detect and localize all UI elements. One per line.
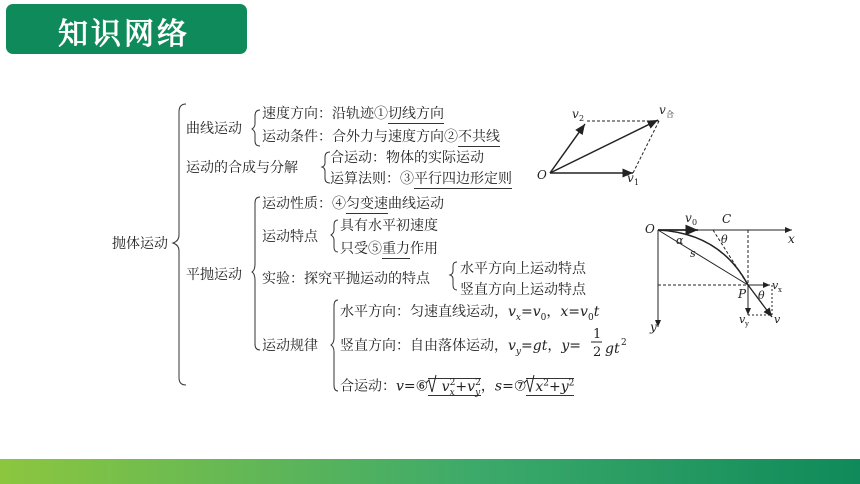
svg-text:2: 2 (621, 338, 627, 348)
vertical-law-text: 竖直方向：自由落体运动， (340, 338, 508, 354)
svg-text:1: 1 (593, 327, 602, 342)
diagram2-v0-sub: 0 (692, 218, 698, 227)
diagram2-origin: O (645, 222, 655, 236)
nature-tail: 曲线运动 (388, 196, 444, 212)
laws-label: 运动规律 (262, 338, 318, 354)
blank-3-number: ③ (400, 171, 414, 187)
diagram2-s: s (690, 247, 696, 260)
velocity-direction-text: 速度方向：沿轨迹 (262, 106, 374, 122)
diagram2-alpha: α (676, 234, 684, 247)
blank-4-answer: 匀变速 (346, 196, 388, 212)
blank-2-number: ② (444, 129, 458, 145)
diagram1-vr: v (659, 103, 666, 117)
blank-7-answer: $x^2+y^2$ (526, 378, 574, 396)
diagram2-vy: v (739, 313, 746, 326)
diagram1-v1: v (627, 171, 634, 185)
rule-text: 运算法则： (330, 171, 400, 187)
compose-label: 运动的合成与分解 (186, 160, 298, 176)
diagram2-vy-sub: y (745, 320, 749, 328)
feature-2-pre: 只受 (340, 241, 368, 257)
blank-2-answer: 不共线 (458, 129, 500, 145)
blank-7-number: ⑦ (513, 378, 527, 395)
diagram2-c: C (722, 212, 732, 226)
diagram2-vx: v (772, 279, 779, 292)
diagram2-x: x (788, 232, 795, 246)
horizontal-law: 水平方向：匀速直线运动，$v_x=v_0$，$x=v_0t$ (340, 304, 600, 323)
condition-text: 运动条件：合外力与速度方向 (262, 129, 444, 145)
blank-5-number: ⑤ (368, 241, 382, 257)
diagram1-vr-sub: 合 (666, 110, 674, 119)
diagram2-v: v (774, 313, 781, 326)
footer-gradient-bar (0, 459, 860, 484)
feature-2-post: 作用 (410, 241, 438, 257)
projectile-motion-diagram (640, 205, 810, 340)
combined-motion-line: 合运动：物体的实际运动 (330, 150, 484, 166)
resultant-law: 合运动：v=⑥ $v_x^2+v_y^2$，s=⑦ $x^2+y^2$ (340, 378, 575, 398)
vertical-law: 竖直方向：自由落体运动，$v_y=gt$，y= (340, 338, 581, 357)
blank-1-number: ① (374, 106, 388, 122)
blank-6-number: ⑥ (415, 378, 429, 395)
diagram2-theta-top: θ (721, 233, 728, 246)
projectile-label: 平抛运动 (186, 267, 242, 283)
blank-3-answer: 平行四边形定则 (414, 171, 512, 187)
diagram1-v2-sub: 2 (579, 114, 585, 123)
feature-1: 具有水平初速度 (340, 218, 438, 234)
blank-6-answer: $v_x^2+v_y^2$ (428, 378, 481, 396)
diagram1-v2: v (572, 107, 579, 121)
diagram1-v1-sub: 1 (634, 178, 640, 187)
experiment-line: 实验：探究平抛运动的特点 (262, 271, 430, 287)
blank-5-answer: 重力 (382, 241, 410, 257)
root-label: 抛体运动 (112, 236, 168, 252)
diagram2-theta-bottom: θ (758, 289, 765, 302)
svg-text:2: 2 (593, 345, 602, 360)
diagram2-v0: v (685, 211, 692, 225)
section-title: 知识网络 (58, 17, 190, 52)
diagram1-origin: O (537, 168, 547, 182)
experiment-vertical: 竖直方向上运动特点 (460, 282, 586, 298)
resultant-law-text: 合运动： (340, 378, 396, 395)
diagram2-vx-sub: x (778, 286, 782, 294)
diagram2-p: P (738, 287, 747, 301)
diagram2-y: y (650, 320, 657, 334)
horizontal-law-text: 水平方向：匀速直线运动， (340, 304, 508, 320)
blank-4-number: ④ (332, 196, 346, 212)
blank-1-answer: 切线方向 (388, 106, 444, 122)
experiment-horizontal: 水平方向上运动特点 (460, 261, 586, 277)
features-label: 运动特点 (262, 229, 318, 245)
svg-text:gt: gt (605, 341, 620, 357)
nature-text: 运动性质： (262, 196, 332, 212)
velocity-parallelogram-diagram (530, 100, 700, 190)
curve-motion-label: 曲线运动 (186, 121, 242, 137)
